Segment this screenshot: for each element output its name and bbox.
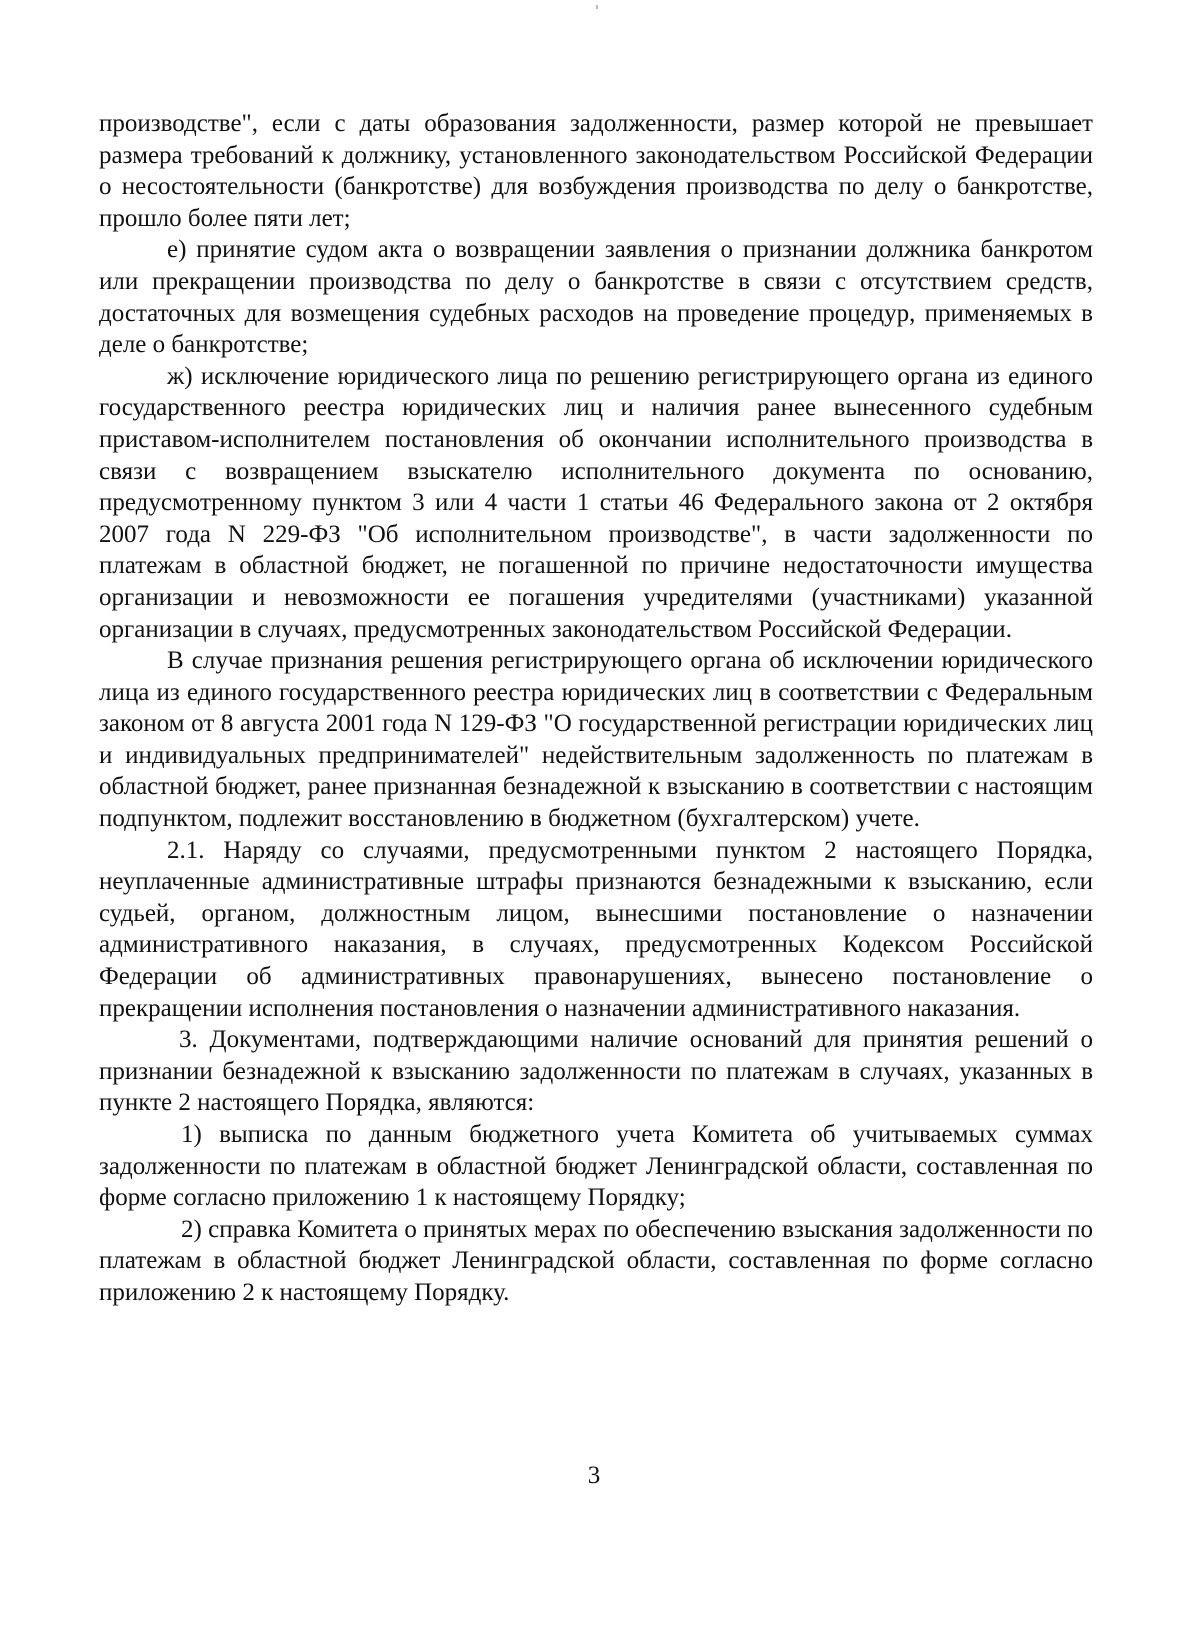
document-body [99, 108, 1093, 1309]
page-number: 3 [587, 1462, 601, 1489]
scan-artifact [596, 5, 598, 9]
paragraph-3-1: 1) выписка по данным бюджетного учета Комитета об учитываемых суммах задолженности по платежам в областной бюджет Ленинградской области, составленная по форме согласно приложению 1 к настоящему Порядку; [99, 1121, 1093, 1212]
paragraph-3-2: 2) справка Комитета о принятых мерах по обеспечению взыскания задолженности по платежам в областной бюджет Ленинградской области, составленная по форме согласно приложению 2 к настоящему Порядку. [99, 1215, 1093, 1306]
paragraph-continuation: производстве", если с даты образования задолженности, размер которой не превышает размера требований к должнику, установленного законодательством Российской Федерации о несостоятельности (банкротстве) для возбуждения производства по делу о банкротстве, прошло более пяти лет; [99, 110, 1093, 232]
paragraph-item-e: е) принятие судом акта о возвращении заявления о признании должника банкротом или прекращении производства по делу о банкротстве в связи с отсутствием средств, достаточных для возмещения судебных расходов на проведение процедур, применяемых в деле о банкротстве; [99, 236, 1093, 359]
paragraph-2-1: 2.1. Наряду со случаями, предусмотренными пунктом 2 настоящего Порядка, неуплаченные административные штрафы признаются безнадежными к взысканию, если судьей, органом, должностным лицом, вынесшими постановление о назначении административного наказания, в случаях, предусмотренных Кодексом Российской Федерации об административных правонарушениях, вынесено постановление о прекращении исполнения постановления о назначении административного наказания. [99, 836, 1093, 1022]
paragraph-item-zh: ж) исключение юридического лица по решению регистрирующего органа из единого государственного реестра юридических лиц и наличия ранее вынесенного судебным приставом-исполнителем постановления об окончании исполнительного производства в связи с возвращением взыскателю исполнительного документа по основанию, предусмотренному пунктом 3 или 4 части 1 статьи 46 Федерального закона от 2 октября 2007 года N 229-ФЗ "Об исполнительном производстве", в части задолженности по платежам в областной бюджет, не погашенной по причине недостаточности имущества организации и невозможности ее погашения учредителями (участниками) указанной организации в случаях, предусмотренных законодательством Российской Федерации. [99, 362, 1093, 643]
paragraph-3: 3. Документами, подтверждающими наличие оснований для принятия решений о признании безнадежной к взысканию задолженности по платежам в случаях, указанных в пункте 2 настоящего Порядка, являются: [99, 1026, 1093, 1117]
paragraph-invalidation-case: В случае признания решения регистрирующего органа об исключении юридического лица из единого государственного реестра юридических лиц в соответствии с Федеральным законом от 8 августа 2001 года N 129-ФЗ "О государственной регистрации юридических лиц и индивидуальных предпринимателей" недействительным задолженность по платежам в областной бюджет, ранее признанная безнадежной к взысканию в соответствии с настоящим подпунктом, подлежит восстановлению в бюджетном (бухгалтерском) учете. [99, 647, 1093, 833]
